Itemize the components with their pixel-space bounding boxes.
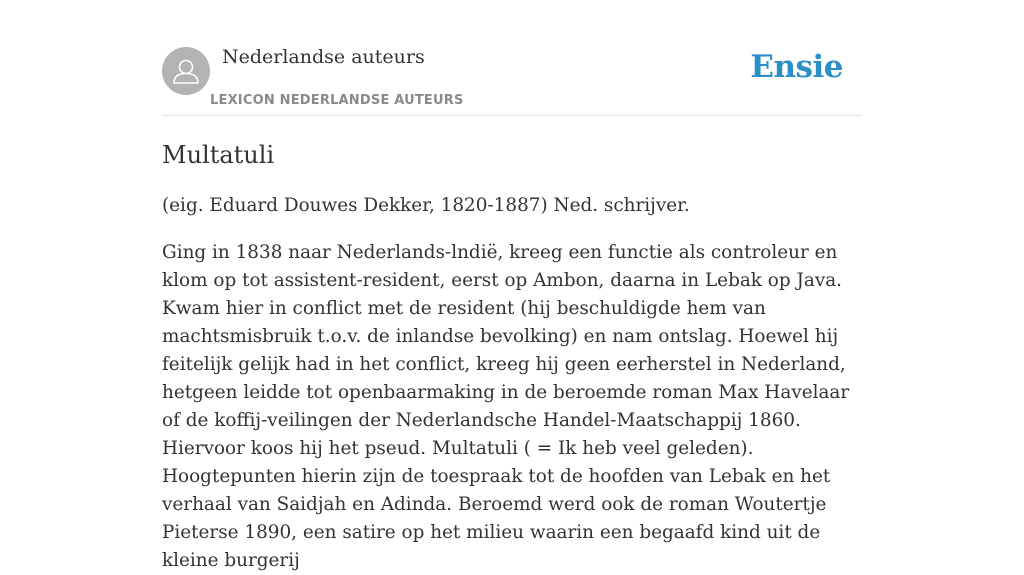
page-title: Multatuli — [162, 141, 275, 169]
ensie-logo[interactable]: Ensie — [750, 49, 843, 85]
page-container — [162, 0, 862, 575]
article-body: Ging in 1838 naar Nederlands-lndië, kreeg een functie als controleur en klom op tot assistent-resident, eerst op Ambon, daarna in Lebak op Java. Kwam hier in conflict met de resident (hij beschuldigde hem van machtsmisbruik t.o.v. de inlandse bevolking) en nam ontslag. Hoewel hij feitelijk gelijk had in het conflict, kreeg hij geen eerherstel in Nederland, hetgeen leidde tot openbaarmaking in de beroemde roman Max Havelaar of de koffij-veilingen der Nederlandsche Handel-Maatschappij 1860. Hiervoor koos hij het pseud. Multatuli ( = Ik heb veel geleden). Hoogtepunten hierin zijn de toespraak tot de hoofden van Lebak en het verhaal van Saidjah en Adinda. Beroemd werd ook de roman Woutertje Pieterse 1890, een satire op het milieu waarin een begaafd kind uit de kleine burgerij — [162, 242, 850, 571]
user-silhouette-icon[interactable] — [162, 47, 210, 95]
header — [162, 0, 862, 116]
article-summary: (eig. Eduard Douwes Dekker, 1820-1887) Ned. schrijver. — [162, 195, 690, 216]
author-name-link[interactable]: Nederlandse auteurs — [222, 46, 425, 68]
lexicon-label[interactable]: LEXICON NEDERLANDSE AUTEURS — [210, 93, 464, 108]
article-content — [162, 192, 862, 575]
